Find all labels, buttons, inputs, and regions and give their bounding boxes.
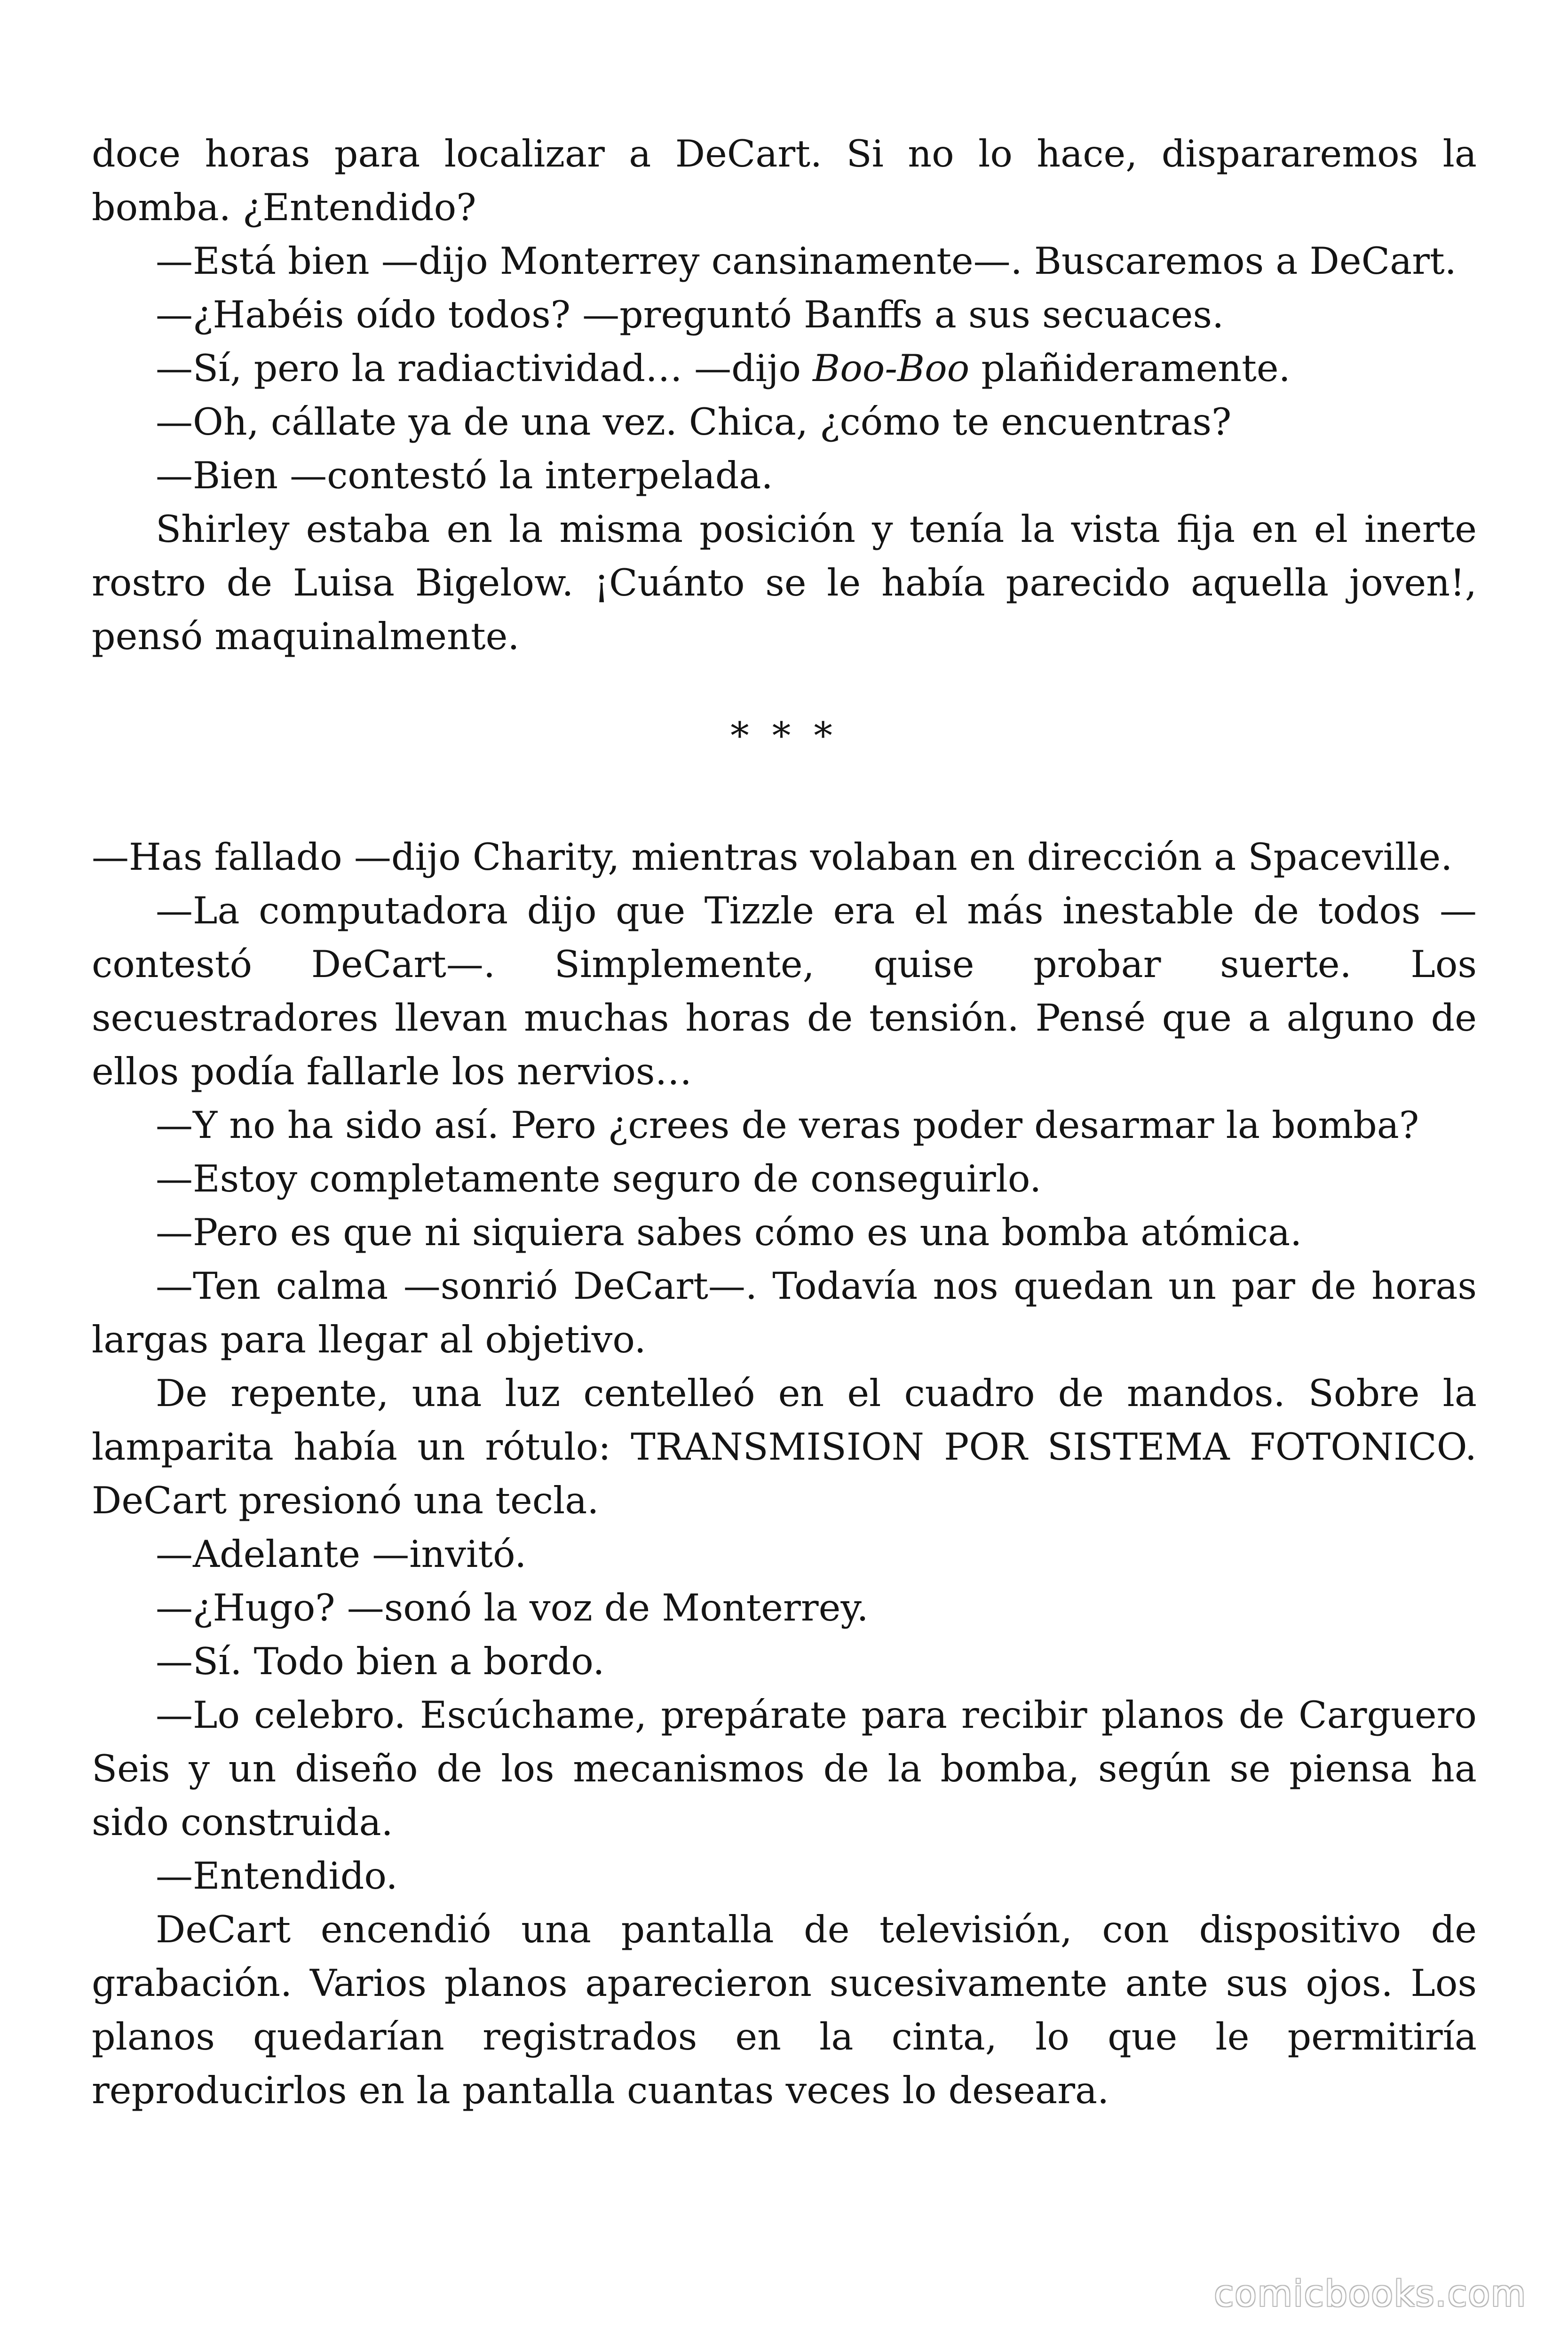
paragraph: —Está bien —dijo Monterrey cansinamente—. Buscaremos a DeCart.: [156, 239, 1457, 283]
section-separator: * * *: [730, 714, 838, 757]
paragraph-text: plañideramente.: [969, 347, 1291, 390]
book-page: [92, 127, 1477, 2117]
paragraph: —Oh, cállate ya de una vez. Chica, ¿cómo te encuentras?: [156, 400, 1232, 444]
paragraph: Shirley estaba en la misma posición y tenía la vista fija en el inerte rostro de Luisa Bigelow. ¡Cuánto se le había parecido aquella joven!, pensó maquinalmente.: [92, 508, 1477, 658]
paragraph: —Lo celebro. Escúchame, prepárate para recibir planos de Carguero Seis y un diseño de los mecanismos de la bomba, según se piensa ha sido construida.: [92, 1693, 1477, 1844]
paragraph: —Pero es que ni siquiera sabes cómo es una bomba atómica.: [156, 1211, 1302, 1254]
paragraph: De repente, una luz centelleó en el cuadro de mandos. Sobre la lamparita había un rótulo: TRANSMISION POR SISTEMA FOTONICO. DeCart presionó una tecla.: [92, 1372, 1477, 1522]
paragraph: —Sí. Todo bien a bordo.: [156, 1640, 605, 1683]
text-block-top: [92, 127, 1477, 663]
paragraph: DeCart encendió una pantalla de televisión, con dispositivo de grabación. Varios planos aparecieron sucesivamente ante sus ojos. Los planos quedarían registrados en la cinta, lo que le permitiría reproducirlos en la pantalla cuantas veces lo deseara.: [92, 1908, 1477, 2112]
paragraph: —¿Habéis oído todos? —preguntó Banffs a sus secuaces.: [156, 293, 1224, 336]
paragraph: —Adelante —invitó.: [156, 1533, 527, 1576]
paragraph: [92, 342, 1477, 395]
text-block-bottom: [92, 830, 1477, 2117]
paragraph: —¿Hugo? —sonó la voz de Monterrey.: [156, 1586, 869, 1629]
paragraph: —Has fallado —dijo Charity, mientras volaban en dirección a Spaceville.: [92, 835, 1453, 879]
paragraph: —La computadora dijo que Tizzle era el más inestable de todos —contestó DeCart—. Simplemente, quise probar suerte. Los secuestradores llevan muchas horas de tensión. Pensé que a alguno de ellos podía fallarle los nervios…: [92, 889, 1477, 1093]
paragraph: doce horas para localizar a DeCart. Si no lo hace, dispararemos la bomba. ¿Entendido?: [92, 132, 1477, 229]
paragraph: —Bien —contestó la interpelada.: [156, 454, 773, 497]
paragraph: —Estoy completamente seguro de conseguirlo.: [156, 1157, 1042, 1200]
paragraph: —Y no ha sido así. Pero ¿crees de veras poder desarmar la bomba?: [156, 1104, 1419, 1147]
italic-name: Boo-Boo: [813, 347, 970, 390]
paragraph: —Ten calma —sonrió DeCart—. Todavía nos quedan un par de horas largas para llegar al objetivo.: [92, 1264, 1477, 1361]
paragraph-text: —Sí, pero la radiactividad… —dijo: [156, 347, 813, 390]
paragraph: —Entendido.: [156, 1854, 398, 1898]
site-watermark: comicbooks.com: [1214, 2273, 1527, 2314]
